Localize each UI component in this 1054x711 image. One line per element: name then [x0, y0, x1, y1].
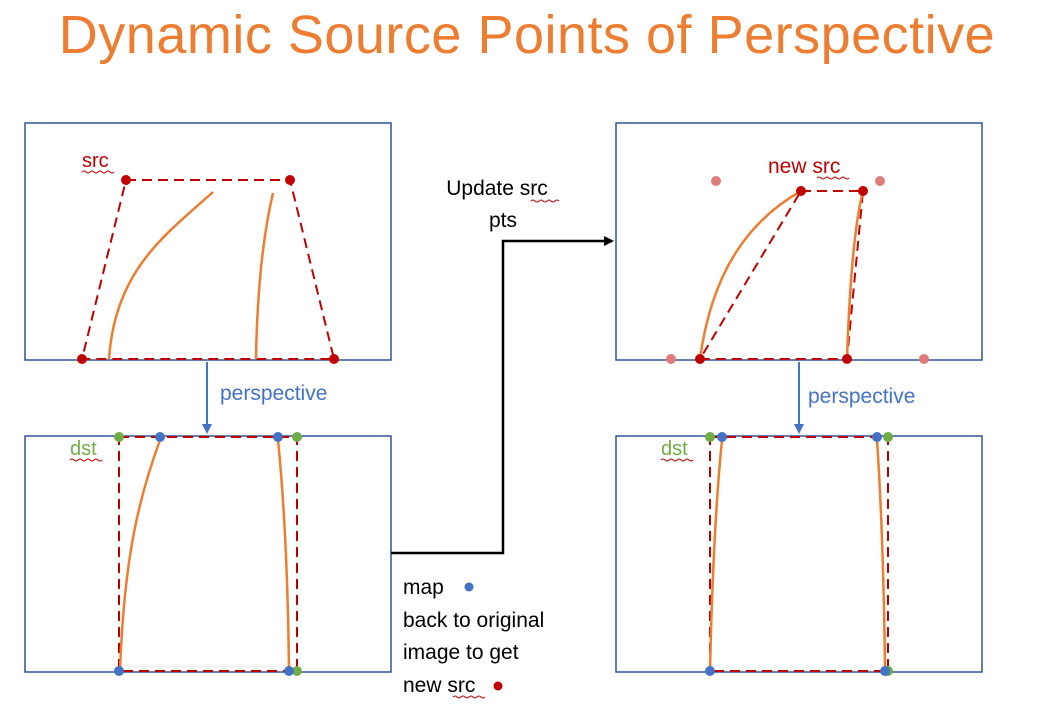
note-line1: map — [403, 576, 444, 599]
dst-point — [883, 432, 893, 442]
src-point — [285, 175, 295, 185]
dst-left-lane-left — [120, 440, 160, 671]
panel-src-frame — [25, 123, 391, 360]
panel-dst-right — [616, 432, 982, 676]
mapped-point — [872, 432, 882, 442]
src-trapezoid — [82, 180, 334, 359]
page-title: Dynamic Source Points of Perspective — [58, 5, 996, 65]
dst-left-lane-right — [278, 440, 289, 671]
panel-src-label: src — [82, 150, 109, 172]
update-label-squiggle — [531, 200, 559, 202]
panel-dst-left — [25, 432, 391, 676]
update-connector-arrow — [391, 241, 612, 553]
dst-left-rectangle — [119, 437, 297, 671]
mapped-point — [284, 666, 294, 676]
new-src-point — [858, 186, 868, 196]
update-label-line1: Update src — [446, 177, 548, 200]
note-src-dot — [494, 682, 503, 691]
dst-point — [114, 432, 124, 442]
panel-new-src — [616, 123, 982, 364]
mapped-point — [880, 666, 890, 676]
mapped-point — [705, 666, 715, 676]
dst-right-rectangle — [710, 437, 888, 671]
note-line2: back to original — [403, 609, 545, 632]
dst-right-lane-left — [710, 440, 722, 671]
mapped-point — [717, 432, 727, 442]
dst-point — [705, 432, 715, 442]
src-lane-left — [109, 192, 213, 359]
note-line4: new src — [403, 674, 476, 697]
panel-dst-left-frame — [25, 436, 391, 672]
panel-src — [25, 123, 391, 364]
src-point — [121, 175, 131, 185]
src-lane-right — [256, 193, 273, 359]
src-point — [77, 354, 87, 364]
new-src-point — [695, 354, 705, 364]
note-line3: image to get — [403, 641, 519, 664]
mapped-point — [114, 666, 124, 676]
old-src-point — [666, 354, 676, 364]
old-src-point — [875, 176, 885, 186]
mapped-point — [273, 432, 283, 442]
new-src-point — [796, 186, 806, 196]
mapped-point — [155, 432, 165, 442]
dst-right-lane-right — [877, 440, 885, 671]
panel-dst-right-label: dst — [661, 438, 688, 460]
dst-point — [292, 432, 302, 442]
new-src-point — [842, 354, 852, 364]
panel-new-src-label: new src — [768, 155, 841, 178]
old-src-point — [919, 354, 929, 364]
panel-dst-right-frame — [616, 436, 982, 672]
note-mapped-dot — [465, 583, 474, 592]
src-point — [329, 354, 339, 364]
old-src-point — [711, 176, 721, 186]
update-label-line2: pts — [488, 209, 518, 232]
right-perspective-label: perspective — [808, 385, 916, 408]
left-perspective-label: perspective — [220, 382, 328, 405]
panel-dst-left-label: dst — [70, 438, 97, 460]
